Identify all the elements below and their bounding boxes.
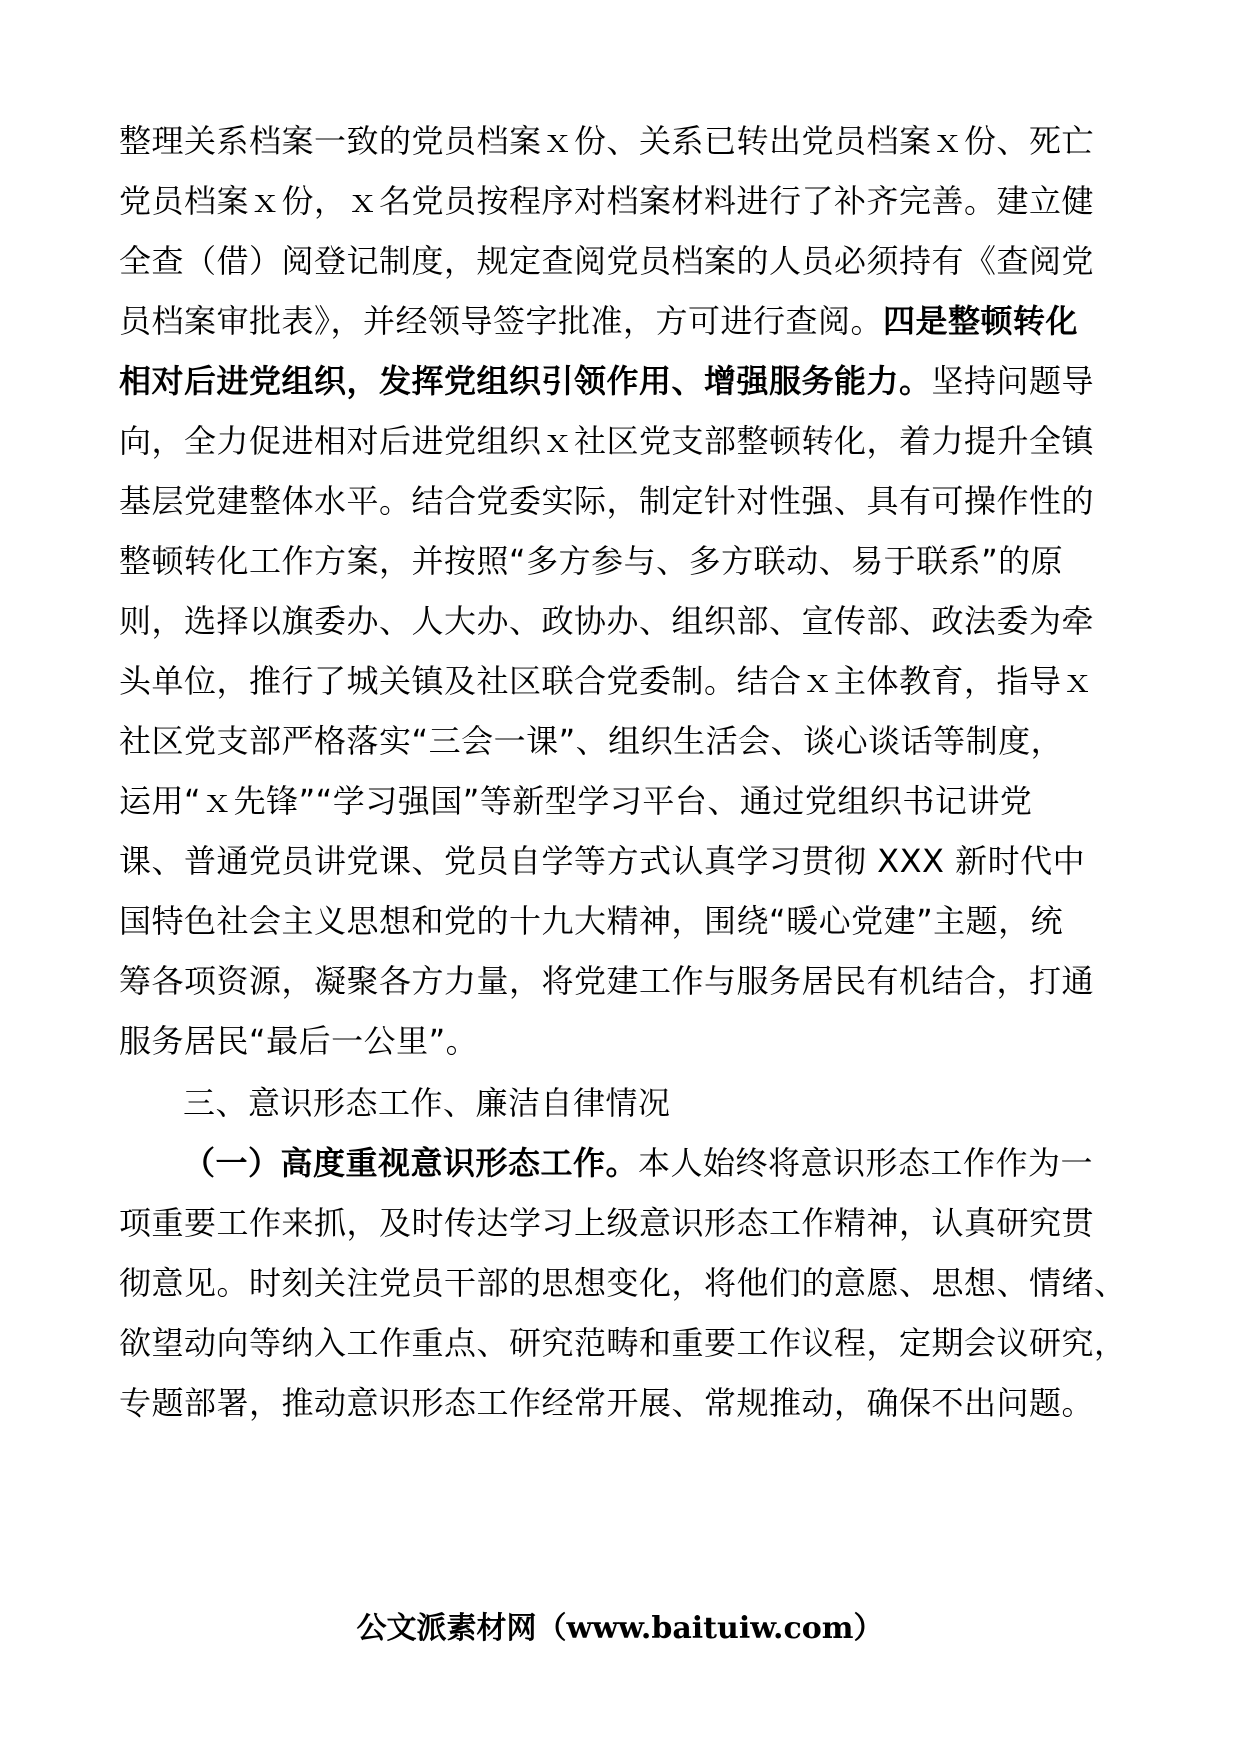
text-line: 服务居民“最后一公里”。 [119, 1022, 479, 1060]
bold-heading-span: （一）高度重视意识形态工作。 [183, 1144, 639, 1182]
text-span: 员档案审批表》，并经领导签字批准，方可进行查阅。 [119, 302, 884, 340]
text-line [119, 351, 1094, 411]
text-line: 运用“ｘ先锋”“学习强国”等新型学习平台、通过党组织书记讲党 [119, 782, 1033, 820]
text-line: 彻意见。时刻关注党员干部的思想变化，将他们的意愿、思想、情绪、 [119, 1264, 1127, 1302]
footer-watermark: 公文派素材网（www.baituiw.com） [356, 1611, 884, 1646]
text-line: 社区党支部严格落实“三会一课”、组织生活会、谈心谈话等制度， [119, 722, 1064, 760]
text-line: 项重要工作来抓，及时传达学习上级意识形态工作精神，认真研究贯 [119, 1204, 1095, 1242]
text-line: 基层党建整体水平。结合党委实际，制定针对性强、具有可操作性的 [119, 482, 1095, 520]
text-line: 整顿转化工作方案，并按照“多方参与、多方联动、易于联系”的原 [119, 542, 1064, 580]
text-span: 本人始终将意识形态工作作为一 [638, 1144, 1094, 1182]
text-line: 欲望动向等纳入工作重点、研究范畴和重要工作议程，定期会议研究， [119, 1324, 1127, 1362]
bold-heading-span: 四是整顿转化 [883, 302, 1079, 340]
section-heading: 三、意识形态工作、廉洁自律情况 [183, 1084, 671, 1122]
text-line: 党员档案ｘ份，ｘ名党员按程序对档案材料进行了补齐完善。建立健 [119, 182, 1095, 220]
text-line: 向，全力促进相对后进党组织ｘ社区党支部整顿转化，着力提升全镇 [119, 422, 1095, 460]
text-line: 国特色社会主义思想和党的十九大精神，围绕“暖心党建”主题，统 [119, 902, 1064, 940]
bold-heading-span: 相对后进党组织，发挥党组织引领作用、增强服务能力。 [119, 362, 932, 400]
text-line: 专题部署，推动意识形态工作经常开展、常规推动，确保不出问题。 [119, 1384, 1095, 1422]
text-line: 头单位，推行了城关镇及社区联合党委制。结合ｘ主体教育，指导ｘ [119, 662, 1095, 700]
text-line: 全查（借）阅登记制度，规定查阅党员档案的人员必须持有《查阅党 [119, 242, 1095, 280]
text-span: 坚持问题导 [931, 362, 1095, 400]
text-line [119, 291, 1078, 351]
text-line [183, 1133, 1093, 1193]
text-line: 课、普通党员讲党课、党员自学等方式认真学习贯彻 XXX 新时代中 [119, 842, 1086, 880]
text-line: 整理关系档案一致的党员档案ｘ份、关系已转出党员档案ｘ份、死亡 [119, 122, 1095, 160]
text-line: 则，选择以旗委办、人大办、政协办、组织部、宣传部、政法委为牵 [119, 602, 1095, 640]
text-line: 筹各项资源，凝聚各方力量，将党建工作与服务居民有机结合，打通 [119, 962, 1095, 1000]
